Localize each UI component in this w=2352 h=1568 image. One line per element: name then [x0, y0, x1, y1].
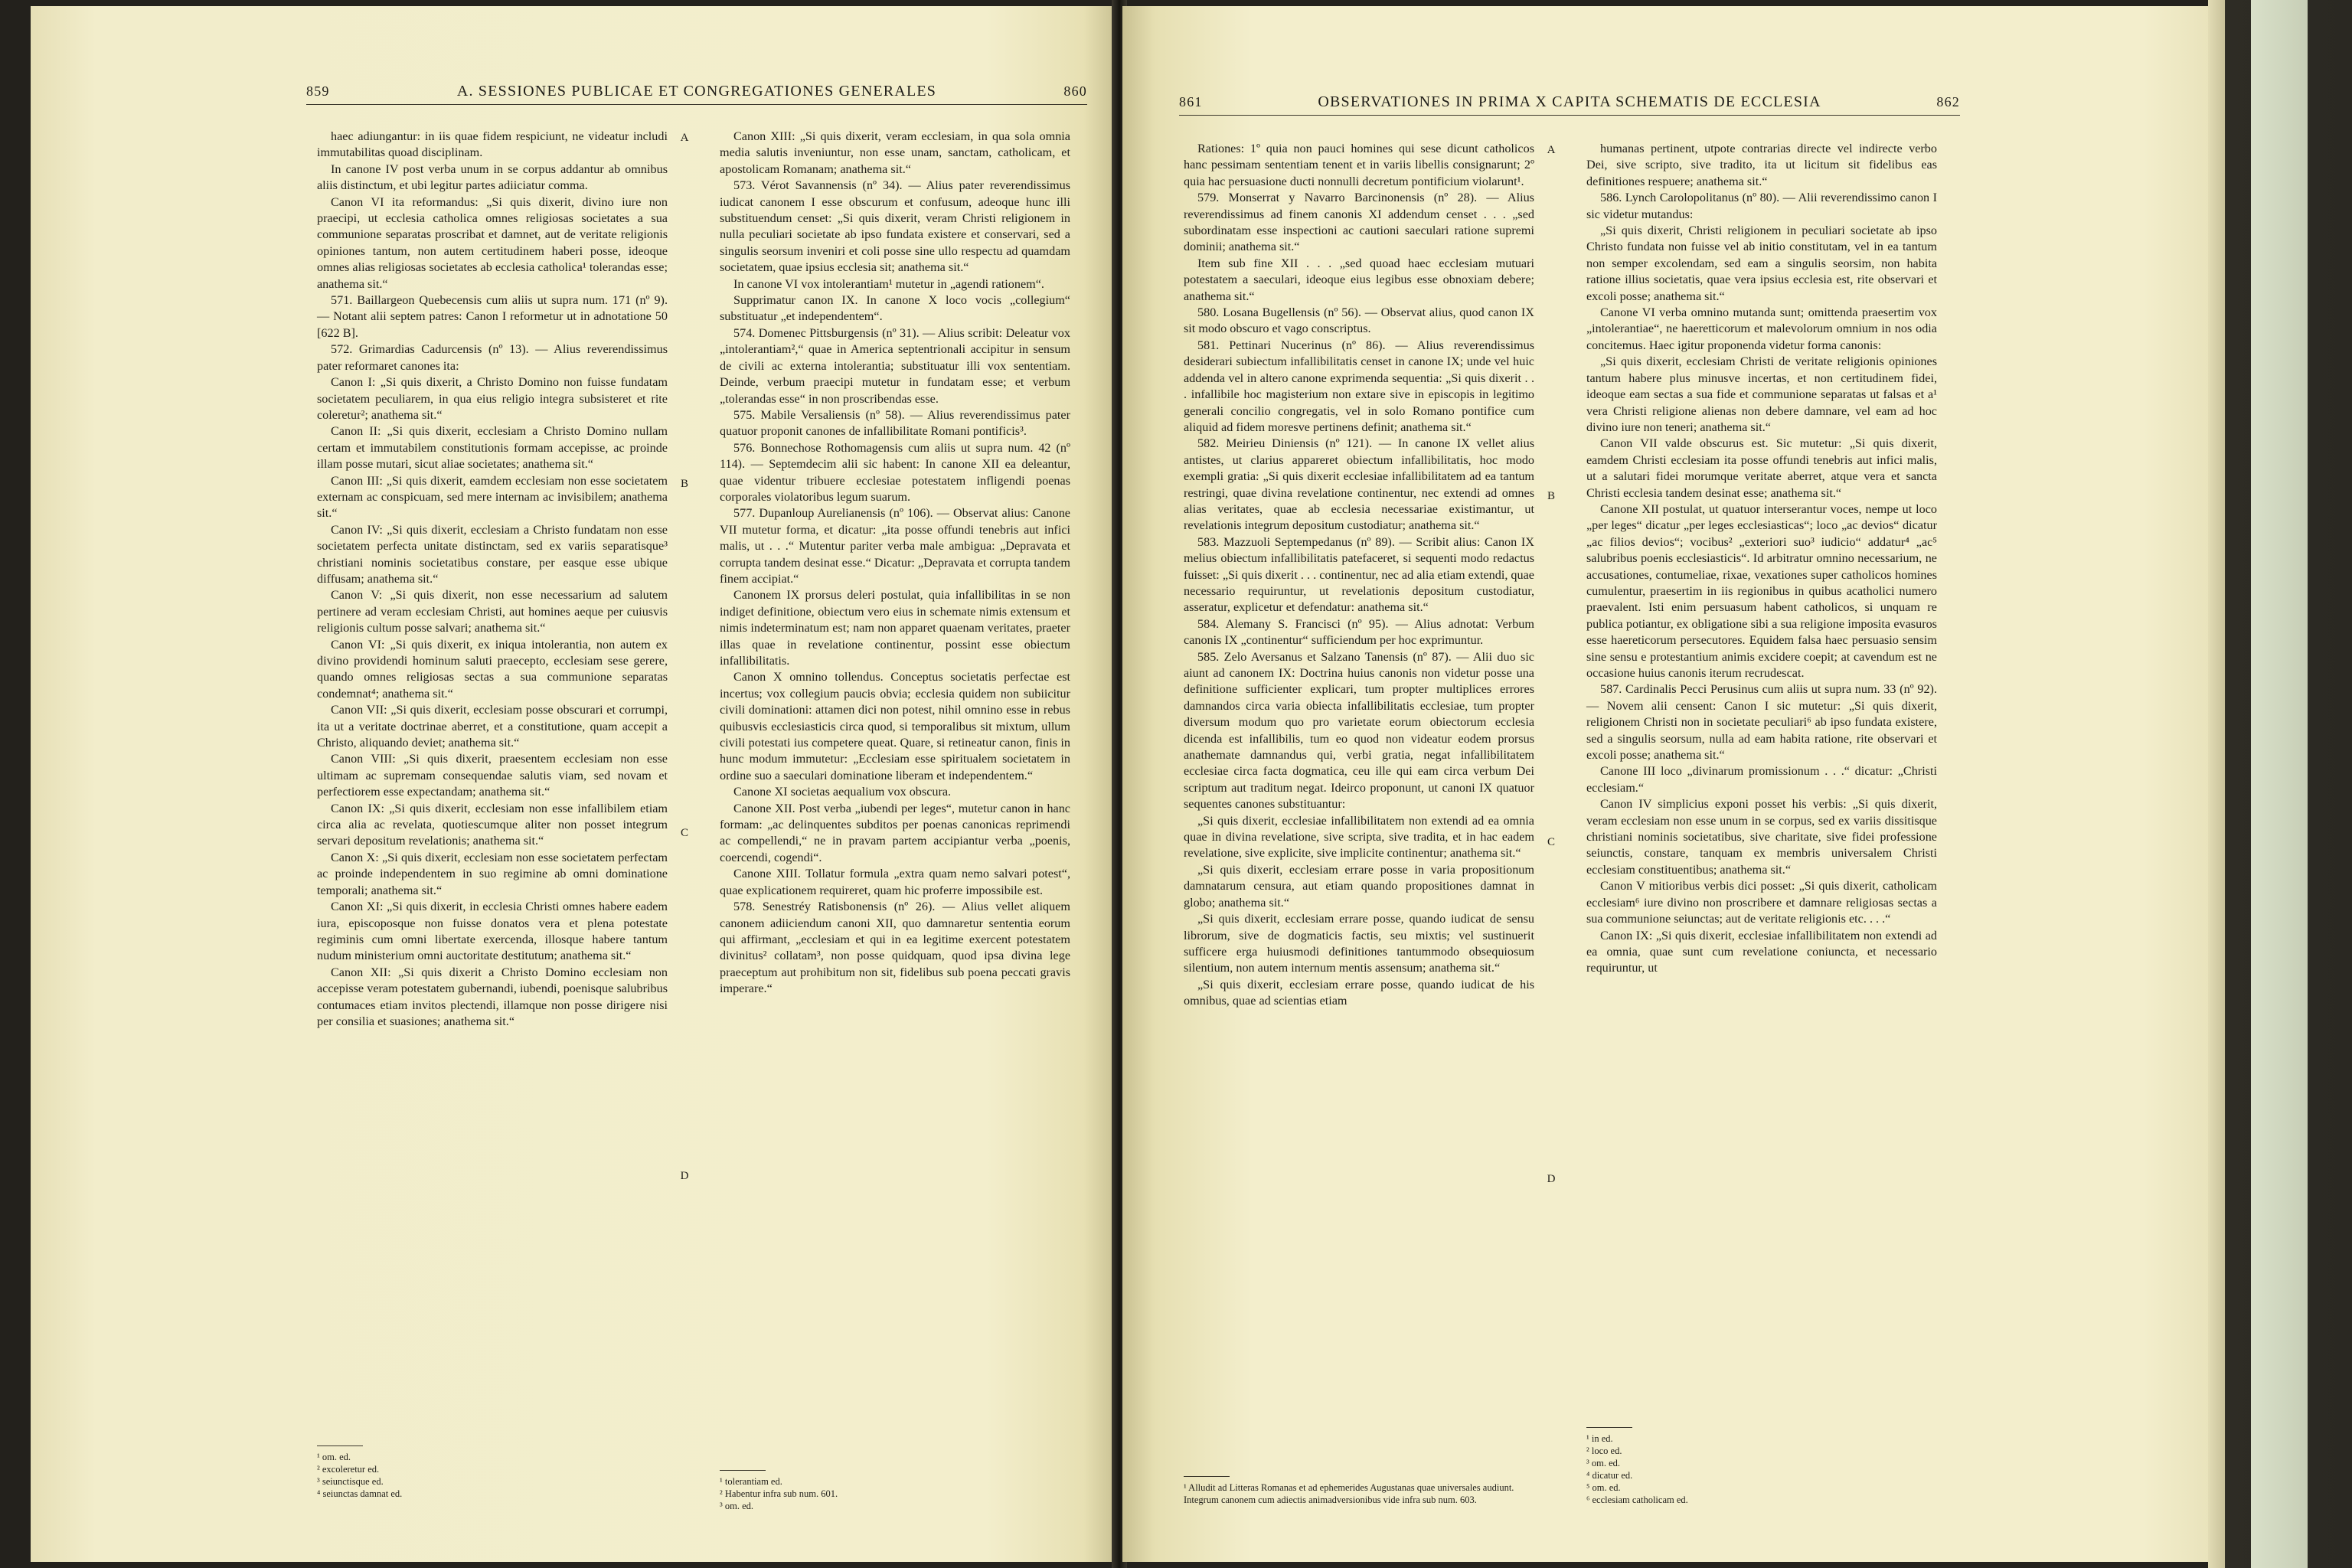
paragraph: 587. Cardinalis Pecci Perusinus cum aliis ut supra num. 33 (nº 92). — Novem alii censent: Canon I sic mutetur: „Si quis dixerit, religionem Christi non in societate peculiari⁶ ab ipso fundata existere, sed a singulis seorsum, nulla ad eam habita ratione, rite observari et excoli posse; anathema sit.“	[1586, 682, 1937, 763]
left-header-rule	[306, 104, 1087, 105]
paragraph: „Si quis dixerit, Christi religionem in peculiari societate ab ipso Christo fundata non fuisse vel ab initio constitutam, vel in ea tantum non semper excolendam, sed eam a singulis seorsim, non habita ratione illius societatis, quae vera ipsius ecclesia est, rite observari et excoli posse; anathema sit.“	[1586, 224, 1937, 303]
footnote: ⁶ ecclesiam catholicam ed.	[1586, 1494, 1688, 1505]
paragraph: Canon IV simplicius exponi posset his verbis: „Si quis dixerit, veram ecclesiam non esse unum in se corpus, sed ex variis dissitisque christiani nominis societatibus, sive charitate, sive fidei professione seiunctis, constare, tanquam ex membris universalem Christi ecclesiam constituentibus; anathema sit.“	[1586, 797, 1937, 877]
right-page-number-862: 862	[1936, 94, 1960, 109]
footnote: ³ om. ed.	[1586, 1458, 1621, 1468]
paragraph: Canonem IX prorsus deleri postulat, quia infallibilitas in se non indiget definitione, obiectum vero eius in schemate nimis extensum et nimis indeterminatum est; nam non apparet quaenam veritates, praeter illas quae in revelatione continentur, possint esse obiectum infallibilitatis.	[720, 588, 1070, 668]
paragraph: 581. Pettinari Nucerinus (nº 86). — Alius reverendissimus desiderari subiectum infallibilitatis censet in canone IX; unde vel huic addenda vel in altero canone exprimenda sequentia: „Si quis dixerit . . . infallibile hoc magisterium non extare sive in episcopis in legitimo generali concilio congregatis, vel in solo Romano pontifice cum aliquid ad fidem moresve pertinens definit; anathema sit.“	[1184, 338, 1534, 434]
paragraph: „Si quis dixerit, ecclesiam errare posse in varia propositionum damnatarum censura, aut etiam quando propositiones damnat in globo; anathema sit.“	[1184, 862, 1534, 910]
paragraph: Canon XI: „Si quis dixerit, in ecclesia Christi omnes habere eadem iura, episcoposque non fuisse donatos vera et plena potestate regiminis cum omni libertate exercenda, illosque habere tantum nudum ministerium omni auctoritate destitutum; anathema sit.“	[317, 900, 668, 963]
paragraph: 575. Mabile Versaliensis (nº 58). — Alius reverendissimus pater quatuor proponit canones de infallibilitate Romani pontificis³.	[720, 407, 1070, 439]
right-margin-marker-d: D	[1547, 1173, 1556, 1185]
footnote: ¹ tolerantiam ed.	[720, 1476, 782, 1487]
footnote: ² excoleretur ed.	[317, 1464, 380, 1475]
page-edge-flap	[2208, 0, 2225, 1568]
margin-marker-c: C	[680, 827, 688, 839]
paragraph: Canon V mitioribus verbis dici posset: „Si quis dixerit, catholicam ecclesiam⁶ iure divino non proscribere et damnare religiosas sectas a sua communione seiunctas; aut de veritate religionis etc. . . .“	[1586, 879, 1937, 926]
paragraph: In canone IV post verba unum in se corpus addantur ab omnibus aliis distinctum, et ubi legitur partes adiiciatur comma.	[317, 162, 668, 193]
right-column-1-footnotes	[1184, 1476, 1536, 1506]
paragraph: Canon III: „Si quis dixerit, eamdem ecclesiam non esse societatem externam ac conspicuam, sed mere internam ac invisibilem; anathema sit.“	[317, 473, 668, 521]
footnote: ¹ in ed.	[1586, 1433, 1613, 1444]
paragraph: In canone VI vox intolerantiam¹ mutetur in „agendi rationem“.	[733, 276, 1044, 291]
paragraph: 579. Monserrat y Navarro Barcinonensis (nº 28). — Alius reverendissimus ad finem canonis XI addendum censet . . . „sed subordinatam esse inspectioni ac cautioni saeculari ratione supremi dominii; anathema sit.“	[1184, 191, 1534, 254]
right-page-column-2	[1586, 141, 1937, 977]
paragraph: „Si quis dixerit, ecclesiam errare posse, quando iudicat de his omnibus, quae ad scientias etiam	[1184, 977, 1534, 1008]
paragraph: „Si quis dixerit, ecclesiae infallibilitatem non extendi ad ea omnia quae in divina revelatione, sive scripta, sive tradita, et in hac eadem revelatione, sive explicite, sive implicite continentur; anathema sit.“	[1184, 813, 1534, 861]
footnote: ² loco ed.	[1586, 1446, 1622, 1456]
margin-marker-a: A	[680, 132, 689, 144]
paragraph: 585. Zelo Aversanus et Salzano Tanensis (nº 87). — Alii duo sic aiunt ad canonem IX: Doctrina huius canonis non videtur posse una definitione sufficienter explicari, tum propter multiplices errores damnandos circa varia obiecta infallibilitatis ecclesiae, tum propter diversum modum quo pro varietate eorum obiectorum ecclesia dicenda est infallibilis, tum eo quod non videatur eodem prorsus anathemate damnandus qui, verbi gratia, negat infallibilitatem ecclesiae circa facta dogmatica, ceu ille qui eam circa verbum Dei scriptum aut traditum negat. Ideirco proponunt, ut canoni IX quatuor sequentes canones substituantur:	[1184, 649, 1534, 812]
left-column-2-footnotes	[720, 1470, 838, 1512]
paragraph: Canon IX: „Si quis dixerit, ecclesiam non esse infallibilem etiam circa alia ac revelata, quotiescumque aliter non posset integrum servari depositum revelationis; anathema sit.“	[317, 801, 668, 848]
paragraph: Canone XIII. Tollatur formula „extra quam nemo salvari potest“, quae explicationem requireret, quam hic proferre impossibile est.	[720, 867, 1070, 897]
paragraph: Canon X omnino tollendus. Conceptus societatis perfectae est incertus; vox collegium paucis obvia; ecclesia quidem non subiicitur civili dominationi: attamen dici non potest, nihil omnino esse in rebus quibusvis ecclesiasticis circa quod, si temporalibus sit mixtum, ullum civili potestati ius competere queat. Quare, si retineatur canon, finis in hunc modum immutetur: „Ecclesiam esse spiritualem societatem in ordine suo a saeculari dominatione liberam et independentem.“	[720, 670, 1070, 782]
margin-marker-b: B	[680, 478, 688, 490]
paragraph: 573. Vérot Savannensis (nº 34). — Alius pater reverendissimus iudicat canonem I esse obscurum et confusum, adeoque hunc illi substituendum censet: „Si quis dixerit, veram Christi religionem in nulla peculiari societate ab ipso fundata existere et conservari, sed a singulis seorsum inveniri et coli posse sine ullo respectu ad quamdam societatem, quae ipsius ecclesia sit; anathema sit.“	[720, 178, 1070, 275]
left-page-number-859: 859	[306, 83, 330, 99]
left-page-header	[306, 83, 1087, 113]
paragraph: Canon I: „Si quis dixerit, a Christo Domino non fuisse fundatam societatem peculiarem, in qua eius religio integra subsisteret et rite coleretur²; anathema sit.“	[317, 375, 668, 422]
paragraph: Canone XII postulat, ut quatuor interserantur voces, nempe ut loco „per leges“ dicatur „per leges ecclesiasticas“; loco „ac devios“ dicatur „ac filios devios“; vocibus² „exteriori suo³ iudicio“ addatur⁴ „ac⁵ salubribus poenis ecclesiasticis“. Id arbitratur omnino necessarium, ne accusationes, contumeliae, rixae, vexationes super catholicos homines cumulentur, praesertim in iis regionibus in quibus acatholici numero praevalent. Isti enim persuasum habent catholicos, si unquam re publica potiantur, ex obligatione sibi a sua religione imposita evasuros esse haereticorum persecutores. Equidem falsa haec persuasio sensim sine sensu e protestantium animis excidere coepit; at cavendum est ne occasione huius canonis iterum recrudescat.	[1586, 501, 1937, 680]
left-page-column-1	[317, 129, 668, 1030]
paragraph: „Si quis dixerit, ecclesiam Christi de veritate religionis opiniones tantum habere plus minusve incertas, et non certitudinem fidei, ideoque eam sectas a sua fide et communione separatas ut falsas et a¹ vera Christi religione alienas non debere damnare, vel eam ad hoc divino iure non teneri; anathema sit.“	[1586, 354, 1937, 434]
paragraph: 577. Dupanloup Aurelianensis (nº 106). — Observat alius: Canone VII mutetur forma, et dicatur: „ita posse offundi tenebris aut infici malis, ut . . .“ Mutentur pariter verba male ambigua: „Depravata et corrupta tandem desinat esse.“ Dicatur: „Depravata et corrupta tandem finem accipiat.“	[720, 506, 1070, 586]
footnote: ³ om. ed.	[720, 1501, 754, 1511]
paragraph: Canon X: „Si quis dixerit, ecclesiam non esse societatem perfectam ac proinde independentem in suo regimine ab omni dominatione temporali; anathema sit.“	[317, 850, 668, 897]
paragraph: Canon IV: „Si quis dixerit, ecclesiam a Christo fundatam non esse societatem perfecta unitate distinctam, sed ex variis separatisque³ christiani nominis societatibus constare, per easque esse ubique diffusam; anathema sit.“	[317, 522, 668, 586]
footnote: ³ seiunctisque ed.	[317, 1476, 384, 1487]
right-page	[1122, 6, 2208, 1562]
footnote: ¹ om. ed.	[317, 1452, 351, 1462]
paragraph: humanas pertinent, utpote contrarias directe vel indirecte verbo Dei, sive scripto, sive tradito, ita ut licitum sit fidelibus eas definitiones respuere; anathema sit.“	[1586, 142, 1937, 188]
paragraph: 572. Grimardias Cadurcensis (nº 13). — Alius reverendissimus pater reformaret canones ita:	[317, 342, 668, 373]
right-page-number-861: 861	[1179, 94, 1203, 109]
footnote-rule	[720, 1470, 766, 1471]
paragraph: Canone XI societas aequalium vox obscura.	[733, 785, 952, 799]
paragraph: Canone III loco „divinarum promissionum . . .“ dicatur: „Christi ecclesiam.“	[1586, 764, 1937, 795]
left-page-column-2	[720, 129, 1070, 998]
paragraph: Canon XII: „Si quis dixerit a Christo Domino ecclesiam non accepisse veram potestatem gubernandi, iubendi, poenisque salubribus contumaces etiam invitos plectendi, illamque non posse dirigere nisi per consilia et suasiones; anathema sit.“	[317, 965, 668, 1028]
paragraph: Canone XII. Post verba „iubendi per leges“, mutetur canon in hanc formam: „ac delinquentes subditos per poenas canonicas reprimendi ac compellendi,“ ne in pravam partem accipiantur verba „poenis, coercendi, cogendi“.	[720, 801, 1070, 864]
paragraph: Canon II: „Si quis dixerit, ecclesiam a Christo Domino nullam certam et immutabilem constitutionis formam accepisse, ac proinde illam posse mutari, sicut aliae societates; anathema sit.“	[317, 424, 668, 472]
right-page-running-title: OBSERVATIONES IN PRIMA X CAPITA SCHEMATIS DE ECCLESIA	[1318, 93, 1821, 110]
right-column-2-footnotes	[1586, 1427, 1688, 1506]
paragraph: Item sub fine XII . . . „sed quoad haec ecclesiam mutuari potestatem a saeculari, ideoque eius legibus esse obnoxiam debere; anathema sit.“	[1184, 256, 1534, 303]
footnote: ² Habentur infra sub num. 601.	[720, 1488, 838, 1499]
paragraph: „Si quis dixerit, ecclesiam errare posse, quando iudicat de sensu librorum, sive de dogmaticis factis, seu mixtis; vel sustinuerit sufficere erga huiusmodi definitiones tantummodo obsequiosum silentium, non autem internum mentis assensum; anathema sit.“	[1184, 912, 1534, 975]
paragraph: Supprimatur canon IX. In canone X loco vocis „collegium“ substituatur „et independentem“.	[720, 293, 1070, 324]
paragraph: 574. Domenec Pittsburgensis (nº 31). — Alius scribit: Deleatur vox „intolerantiam²,“ quae in America septentrionali accipitur in sensum de civili ac externa intolerantia; substituatur illi vox sententiam. Deinde, verbum praecipi mutetur in fundatam esse; et verbum „tolerandas esse“ in non proscribendas esse.	[720, 325, 1070, 406]
left-page-number-860: 860	[1063, 83, 1087, 99]
left-column-1-footnotes	[317, 1446, 402, 1500]
footnote: ⁴ dicatur ed.	[1586, 1470, 1633, 1481]
left-page	[31, 6, 1116, 1562]
right-margin-marker-a: A	[1547, 144, 1556, 156]
paragraph: 582. Meirieu Diniensis (nº 121). — In canone IX vellet alius antistes, ut clarius appareret obiectum infallibilitatis, hoc modo exempli gratia: „Si quis dixerit ecclesiae infallibilitatem ad ea tantum restringi, quae divina revelatione continentur, nec extendi ad omnes alias veritates, quae ab ecclesia necessariae existimantur, ut revelationis integrum depositum custodiatur; anathema sit.“	[1184, 436, 1534, 533]
footnote: ⁵ om. ed.	[1586, 1482, 1621, 1493]
paragraph: Canon VIII: „Si quis dixerit, praesentem ecclesiam non esse ultimam ac supremam consequendae salutis viam, sed novam et perfectiorem esse expectandam; anathema sit.“	[317, 752, 668, 799]
paragraph: Canon XIII: „Si quis dixerit, veram ecclesiam, in qua sola omnia media salutis inveniuntur, non esse unam, sanctam, catholicam, et apostolicam Romanam; anathema sit.“	[720, 129, 1070, 176]
paragraph: 578. Senestréy Ratisbonensis (nº 26). — Alius vellet aliquem canonem adiiciendum canoni XII, quo damnaretur sententia eorum qui affirmant, „ecclesiam et qui in ea legitime exercent potestatem divinitus² collatam³, non posse quidquam, quod ipsa divina lege praeceptum aut prohibitum non sit, fidelibus sub poena peccati gravis imperare.“	[720, 900, 1070, 996]
scan-background-strip	[2251, 0, 2308, 1568]
footnote: ⁴ seiunctas damnat ed.	[317, 1488, 403, 1499]
margin-marker-d: D	[680, 1170, 689, 1182]
paragraph: Canon V: „Si quis dixerit, non esse necessarium ad salutem pertinere ad veram ecclesiam Christi, aut homines aeque per cuiusvis religionis cultum posse salvari; anathema sit.“	[317, 588, 668, 635]
right-page-header	[1179, 93, 1960, 124]
paragraph: 583. Mazzuoli Septempedanus (nº 89). — Scribit alius: Canon IX melius obiectum infallibilitatis patefaceret, si sequenti modo redactus fuisset: „Si quis dixerit . . . continentur, nec ad alia etiam extendi, quae necessario requiruntur, ut revelationis depositum custodiatur, asseratur, explicetur et defendatur: anathema sit.“	[1184, 534, 1534, 615]
right-page-column-1	[1184, 141, 1534, 1010]
footnote-rule	[1184, 1476, 1230, 1477]
right-header-rule	[1179, 115, 1960, 116]
right-margin-marker-b: B	[1547, 490, 1555, 502]
paragraph: Canon VI: „Si quis dixerit, ex iniqua intolerantia, non autem ex divino providendi hominum saluti praecepto, ecclesiam sese gerere, quando omnes religiosas sectas a sua communione separatas condemnat⁴; anathema sit.“	[317, 637, 668, 701]
paragraph: 584. Alemany S. Francisci (nº 95). — Alius adnotat: Verbum canonis IX „continentur“ sufficiendum per hoc exprimuntur.	[1184, 616, 1534, 648]
paragraph: 586. Lynch Carolopolitanus (nº 80). — Alii reverendissimo canon I sic videtur mutandus:	[1586, 191, 1937, 221]
right-margin-marker-c: C	[1547, 836, 1555, 848]
paragraph: 576. Bonnechose Rothomagensis cum aliis ut supra num. 42 (nº 114). — Septemdecim alii sic habent: In canone XII ea deleantur, quae videntur tribuere ecclesiae potestatem infligendi poenas corporales violatoribus legum suarum.	[720, 440, 1070, 504]
left-page-running-title: A. SESSIONES PUBLICAE ET CONGREGATIONES GENERALES	[456, 83, 937, 100]
paragraph: Rationes: 1º quia non pauci homines qui sese dicunt catholicos hanc pessimam sententiam tenent et in variis libellis consignarunt; 2º quia hac persuasione ducti nonnulli decretum pontificium violarunt¹.	[1184, 142, 1534, 188]
paragraph: 580. Losana Bugellensis (nº 56). — Observat alius, quod canon IX sit modo obscuro et vago conscriptus.	[1184, 305, 1534, 336]
paragraph: Canon VI ita reformandus: „Si quis dixerit, divino iure non praecipi, ut ecclesia catholica omnes religiosas societates a sua communione separatas proscribat et damnet, aut de veritate religionis opiniones tantum, non autem certitudinem haberi posse, ideoque omnes alias religiosas societates ab ecclesia catholica¹ tolerandas esse; anathema sit.“	[317, 194, 668, 291]
paragraph: Canon VII valde obscurus est. Sic mutetur: „Si quis dixerit, eamdem Christi ecclesiam ita posse offundi tenebris aut infici malis, ut a salutari fidei morumque veritate aberret, atque vera et sancta Christi ecclesia tandem desinat esse; anathema sit.“	[1586, 436, 1937, 500]
paragraph: haec adiungantur: in iis quae fidem respiciunt, ne videatur includi immutabilitas quoad disciplinam.	[317, 129, 668, 160]
footnote-rule	[1586, 1427, 1632, 1428]
paragraph: Canone VI verba omnino mutanda sunt; omittenda praesertim vox „intolerantiae“, ne haeretticorum et malevolorum omnium in nos odia concitemus. Haec igitur proponenda videtur forma canonis:	[1586, 305, 1937, 352]
paragraph: 571. Baillargeon Quebecensis cum aliis ut supra num. 171 (nº 9). — Notant alii septem patres: Canon I reformetur ut in adnotatione 50 [622 B].	[317, 293, 668, 340]
paragraph: Canon VII: „Si quis dixerit, ecclesiam posse obscurari et corrumpi, ita ut a veritate doctrinae aberret, et a constitutione, quam accepit a Christo, aliquando deviet; anathema sit.“	[317, 703, 668, 750]
paragraph: Canon IX: „Si quis dixerit, ecclesiae infallibilitatem non extendi ad ea omnia, quae sunt cum revelatione coniuncta, et necessario requiruntur, ut	[1586, 928, 1937, 975]
footnote: ¹ Alludit ad Litteras Romanas et ad ephemerides Augustanas quae universales audiunt. Integrum canonem cum adiectis animadversionibus vide infra sub num. 603.	[1184, 1482, 1514, 1505]
